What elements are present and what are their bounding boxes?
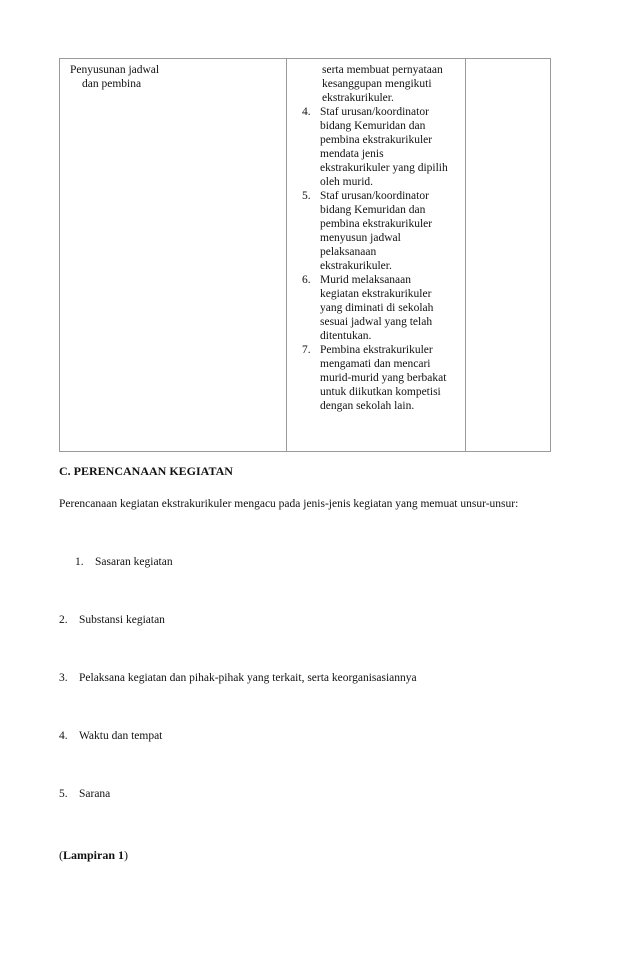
section-heading: C. PERENCANAAN KEGIATAN	[59, 464, 233, 478]
cell-line: Penyusunan jadwal	[70, 64, 160, 76]
cell-line: sesuai jadwal yang telah	[320, 316, 433, 328]
list-text: Pelaksana kegiatan dan pihak-pihak yang terkait, serta keorganisasiannya	[79, 672, 417, 684]
list-item	[59, 614, 165, 626]
cell-line: Pembina ekstrakurikuler	[320, 344, 433, 356]
paren-close: )	[124, 848, 129, 862]
cell-line: ditentukan.	[320, 330, 372, 342]
cell-line: dengan sekolah lain.	[320, 400, 415, 412]
list-number: 3.	[59, 672, 68, 684]
cell-line: dan pembina	[82, 78, 142, 90]
list-text: Waktu dan tempat	[79, 730, 163, 742]
list-number: 1.	[75, 556, 84, 568]
cell-line: bidang Kemuridan dan	[320, 120, 426, 132]
cell-line: murid-murid yang berbakat	[320, 372, 447, 384]
step-number: 4.	[302, 106, 311, 118]
activity-table	[59, 58, 551, 452]
cell-line: Murid melaksanaan	[320, 274, 412, 286]
cell-line: bidang Kemuridan dan	[320, 204, 426, 216]
step-number: 7.	[302, 344, 311, 356]
step-item	[302, 105, 460, 189]
column-divider	[465, 59, 466, 451]
step-number: 5.	[302, 190, 311, 202]
cell-line: kegiatan ekstrakurikuler	[320, 288, 432, 300]
cell-line: untuk diikutkan kompetisi	[320, 386, 441, 398]
table-cell-steps	[302, 63, 460, 413]
list-item	[59, 672, 417, 684]
cell-line: ekstrakurikuler.	[320, 260, 392, 272]
list-number: 5.	[59, 788, 68, 800]
cell-line: Staf urusan/koordinator	[320, 190, 429, 202]
attachment-reference	[59, 848, 128, 863]
list-item	[59, 730, 162, 742]
cell-line: kesanggupan mengikuti	[322, 78, 432, 90]
cell-line: ekstrakurikuler yang dipilih	[320, 162, 448, 174]
cell-line: serta membuat pernyataan	[322, 64, 443, 76]
cell-line: pembina ekstrakurikuler	[320, 218, 433, 230]
list-text: Sarana	[79, 788, 111, 800]
cell-line: mengamati dan mencari	[320, 358, 431, 370]
cell-line: yang diminati di sekolah	[320, 302, 434, 314]
list-number: 2.	[59, 614, 68, 626]
cell-line: pelaksanaan	[320, 246, 377, 258]
column-divider	[286, 59, 287, 451]
cell-line: mendata jenis	[320, 148, 384, 160]
list-item	[59, 788, 110, 800]
cell-line: oleh murid.	[320, 176, 374, 188]
step-item	[302, 343, 460, 413]
paren-open: (	[59, 848, 63, 862]
cell-line: Staf urusan/koordinator	[320, 106, 429, 118]
step-number: 6.	[302, 274, 311, 286]
attachment-label: Lampiran 1	[63, 848, 125, 862]
cell-line: menyusun jadwal	[320, 232, 401, 244]
cell-line: pembina ekstrakurikuler	[320, 134, 433, 146]
step-item	[302, 273, 460, 343]
list-number: 4.	[59, 730, 68, 742]
list-item	[75, 556, 173, 568]
cell-line: ekstrakurikuler.	[322, 92, 394, 104]
step-item	[302, 189, 460, 273]
step-continuation	[302, 63, 460, 105]
section-intro: Perencanaan kegiatan ekstrakurikuler mengacu pada jenis-jenis kegiatan yang memuat unsur-unsur:	[59, 498, 519, 510]
list-text: Substansi kegiatan	[79, 614, 165, 626]
table-cell-activity	[70, 63, 280, 91]
list-text: Sasaran kegiatan	[95, 556, 173, 568]
